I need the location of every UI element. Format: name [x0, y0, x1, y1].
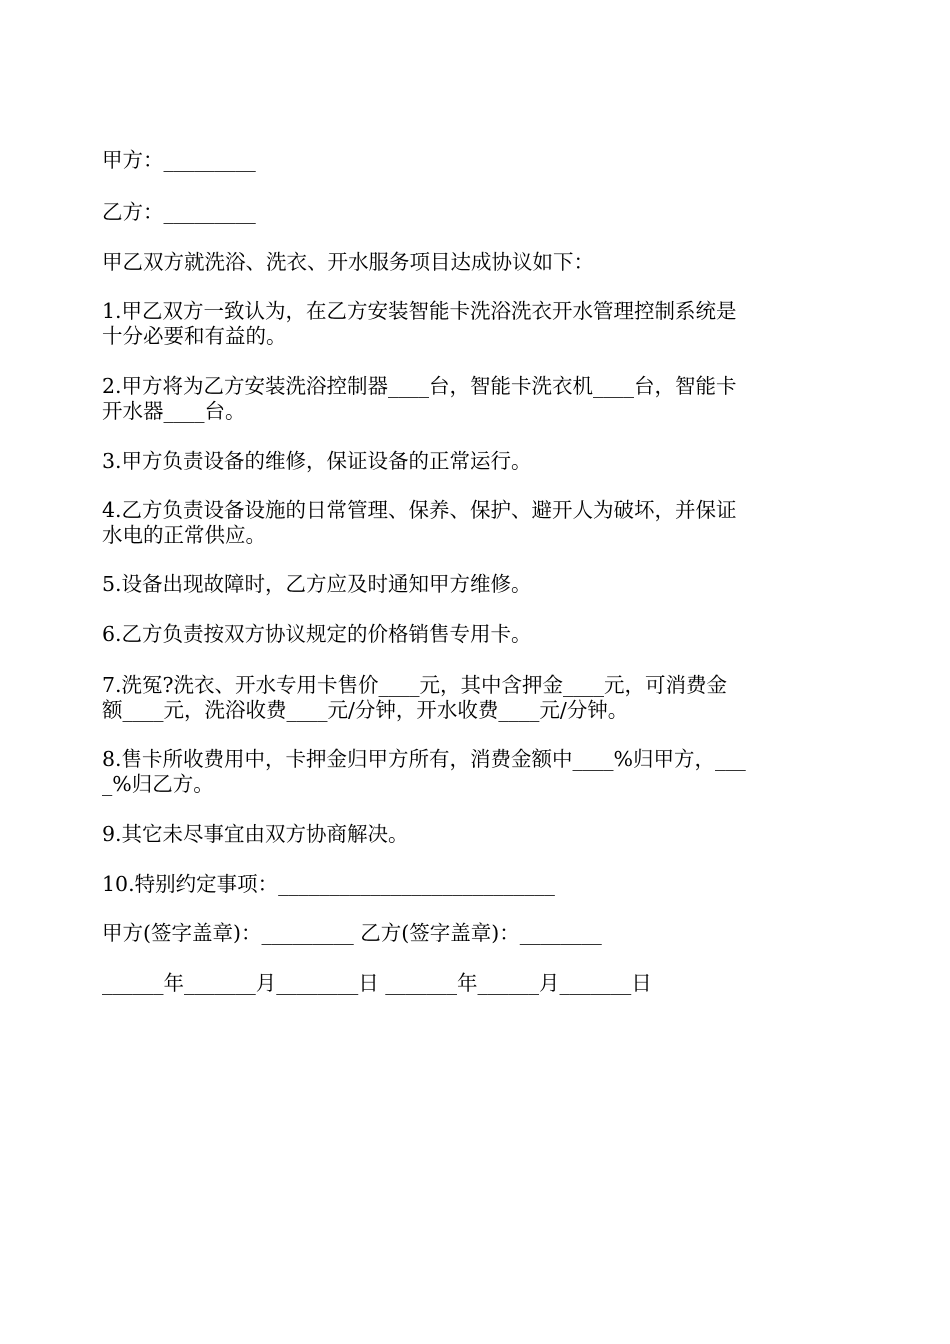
clause-1-line-2: 十分必要和有益的。 [102, 324, 287, 348]
clause-4 [102, 498, 737, 548]
clause-2-line-2: 开水器____台。 [102, 399, 246, 423]
clause-2-line-1: 2.甲方将为乙方安装洗浴控制器____台，智能卡洗衣机____台，智能卡 [102, 374, 737, 398]
clause-2 [102, 374, 737, 424]
party-b-line: 乙方：_________ [102, 200, 256, 224]
date-line: ______年_______月________日 _______年______月_______日 [102, 971, 652, 995]
clause-7 [102, 673, 727, 723]
clause-10-line-1: 10.特别约定事项：___________________________ [102, 872, 555, 896]
clause-4-line-2: 水电的正常供应。 [102, 523, 266, 547]
clause-9-line-1: 9.其它未尽事宜由双方协商解决。 [102, 822, 409, 846]
clause-3-line-1: 3.甲方负责设备的维修，保证设备的正常运行。 [102, 449, 532, 473]
party-a-line: 甲方：_________ [102, 148, 256, 172]
signature-line: 甲方(签字盖章)：_________ 乙方(签字盖章)：________ [102, 921, 602, 945]
clause-5-line-1: 5.设备出现故障时，乙方应及时通知甲方维修。 [102, 572, 532, 596]
clause-7-line-2: 额____元，洗浴收费____元/分钟，开水收费____元/分钟。 [102, 698, 629, 722]
clause-1 [102, 299, 737, 349]
clause-8-line-2: _%归乙方。 [102, 772, 214, 796]
clause-1-line-1: 1.甲乙双方一致认为，在乙方安装智能卡洗浴洗衣开水管理控制系统是 [102, 299, 737, 323]
clause-9 [102, 822, 409, 847]
clause-6-line-1: 6.乙方负责按双方协议规定的价格销售专用卡。 [102, 622, 532, 646]
clause-5 [102, 572, 532, 597]
clause-8-line-1: 8.售卡所收费用中，卡押金归甲方所有，消费金额中____%归甲方，___ [102, 747, 746, 771]
clause-4-line-1: 4.乙方负责设备设施的日常管理、保养、保护、避开人为破坏，并保证 [102, 498, 737, 522]
clause-6 [102, 622, 532, 647]
intro-line: 甲乙双方就洗浴、洗衣、开水服务项目达成协议如下： [102, 250, 594, 274]
clause-10 [102, 872, 555, 897]
clause-3 [102, 449, 532, 474]
clause-8 [102, 747, 746, 797]
clause-7-line-1: 7.洗冤?洗衣、开水专用卡售价____元，其中含押金____元，可消费金 [102, 673, 728, 697]
